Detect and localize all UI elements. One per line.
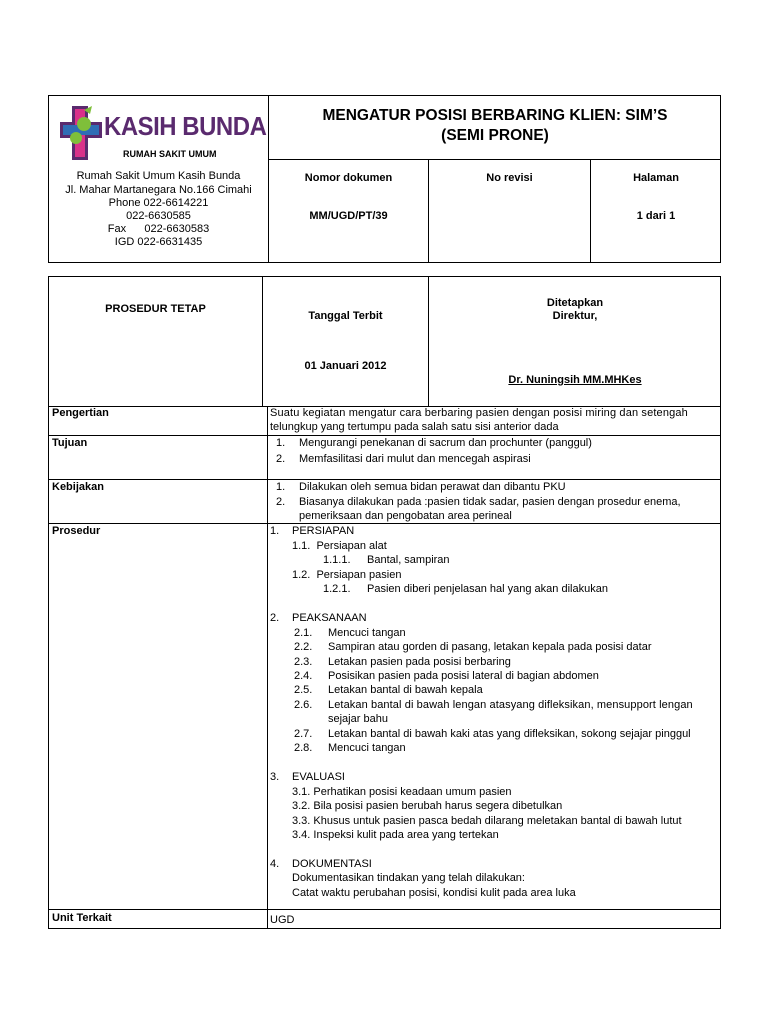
tujuan-num-1: 1. (276, 437, 286, 449)
evaluasi-title: EVALUASI (292, 771, 345, 783)
evaluasi-item-1: 3.1. Perhatikan posisi keadaan umum pasien (292, 786, 512, 798)
persiapan-pasien: 1.2. Persiapan pasien (292, 569, 402, 581)
pengertian-label: Pengertian (52, 407, 109, 419)
info-divider-1 (262, 276, 263, 406)
kebijakan-num-2: 2. (276, 496, 286, 508)
row-divider-prosedur (48, 909, 721, 910)
persiapan-title: PERSIAPAN (292, 525, 355, 537)
hospital-phone2: 022-6630585 (126, 210, 191, 222)
set-label: Ditetapkan (546, 297, 604, 309)
pelaksanaan-item-3: Letakan pasien pada posisi berbaring (328, 656, 511, 668)
pelaksanaan-num-3: 2.3. (294, 656, 313, 668)
director-name: Dr. Nuningsih MM.MHKes (508, 374, 642, 386)
cross-logo-icon (58, 104, 104, 164)
persiapan-alat-1: Bantal, sampiran (367, 554, 450, 566)
kebijakan-item-2-line2: pemeriksaan dan pengobatan area perineal (299, 510, 512, 522)
prosedur-label: Prosedur (52, 525, 101, 537)
page-label: Halaman (633, 172, 679, 184)
title-line2: (SEMI PRONE) (441, 127, 549, 144)
pelaksanaan-num-5: 2.5. (294, 684, 313, 696)
evaluasi-num: 3. (270, 771, 280, 783)
dokumentasi-line1: Dokumentasikan tindakan yang telah dilakukan: (292, 872, 525, 884)
pelaksanaan-num-6: 2.6. (294, 699, 313, 711)
hospital-igd: IGD 022-6631435 (114, 236, 203, 248)
pelaksanaan-item-4: Posisikan pasien pada posisi lateral di bagian abdomen (328, 670, 599, 682)
doc-number-value: MM/UGD/PT/39 (309, 210, 388, 222)
dokumentasi-line2: Catat waktu perubahan posisi, kondisi kulit pada area luka (292, 887, 576, 899)
unit-label: Unit Terkait (52, 912, 112, 924)
document-title (270, 106, 720, 146)
tujuan-item-1: Mengurangi penekanan di sacrum dan prochunter (panggul) (299, 437, 592, 449)
hospital-fax: Fax 022-6630583 (107, 223, 210, 235)
doc-number-label: Nomor dokumen (304, 172, 393, 184)
evaluasi-item-3: 3.3. Khusus untuk pasien pasca bedah dilarang meletakan bantal di bawah lutut (292, 815, 682, 827)
hospital-name: Rumah Sakit Umum Kasih Bunda (76, 170, 241, 182)
kebijakan-label: Kebijakan (52, 481, 104, 493)
page-value: 1 dari 1 (636, 210, 676, 222)
issue-date-value: 01 Januari 2012 (304, 360, 387, 372)
hospital-contact (49, 169, 268, 249)
header-divider-h (268, 159, 721, 160)
kebijakan-item-2-line1: Biasanya dilakukan pada :pasien tidak sadar, pasien dengan prosedur enema, (299, 496, 681, 508)
procedure-type: PROSEDUR TETAP (105, 303, 206, 315)
pelaksanaan-item-1: Mencuci tangan (328, 627, 406, 639)
pelaksanaan-item-7: Letakan bantal di bawah kaki atas yang difleksikan, sokong sejajar pinggul (328, 728, 691, 740)
pelaksanaan-item-5: Letakan bantal di bawah kepala (328, 684, 483, 696)
tujuan-num-2: 2. (276, 453, 286, 465)
logo-subtitle: RUMAH SAKIT UMUM (123, 149, 217, 159)
pengertian-line1: Suatu kegiatan mengatur cara berbaring pasien dengan posisi miring dan setengah (270, 407, 688, 419)
pengertian-line2: telungkup yang tertumpu pada salah satu sisi anterior dada (270, 421, 559, 433)
dokumentasi-num: 4. (270, 858, 280, 870)
logo-name: KASIH BUNDA (104, 111, 267, 141)
persiapan-num: 1. (270, 525, 280, 537)
pelaksanaan-num-8: 2.8. (294, 742, 313, 754)
pelaksanaan-item-6: Letakan bantal di bawah lengan atasyang difleksikan, mensupport lengan (328, 699, 693, 711)
title-line1: MENGATUR POSISI BERBARING KLIEN: SIM’S (322, 107, 668, 124)
pelaksanaan-num-7: 2.7. (294, 728, 313, 740)
pelaksanaan-item-8: Mencuci tangan (328, 742, 406, 754)
unit-value: UGD (270, 914, 295, 926)
pelaksanaan-item-2: Sampiran atau gorden di pasang, letakan kepala pada posisi datar (328, 641, 652, 653)
persiapan-alat: 1.1. Persiapan alat (292, 540, 387, 552)
tujuan-label: Tujuan (52, 437, 88, 449)
dokumentasi-title: DOKUMENTASI (292, 858, 372, 870)
persiapan-pasien-1-num: 1.2.1. (323, 583, 351, 595)
director-label: Direktur, (552, 310, 598, 322)
row-divider-kebijakan (48, 523, 721, 524)
hospital-phone: Phone 022-6614221 (108, 197, 209, 209)
pelaksanaan-num-1: 2.1. (294, 627, 313, 639)
pelaksanaan-num-2: 2.2. (294, 641, 313, 653)
hospital-address: Jl. Mahar Martanegara No.166 Cimahi (65, 184, 252, 196)
persiapan-alat-1-num: 1.1.1. (323, 554, 351, 566)
pelaksanaan-item-6-cont: sejajar bahu (328, 713, 388, 725)
revision-label: No revisi (486, 172, 533, 184)
kebijakan-item-1: Dilakukan oleh semua bidan perawat dan dibantu PKU (299, 481, 566, 493)
evaluasi-item-4: 3.4. Inspeksi kulit pada area yang tertekan (292, 829, 499, 841)
issue-date-label: Tanggal Terbit (308, 310, 383, 322)
kebijakan-num-1: 1. (276, 481, 286, 493)
evaluasi-item-2: 3.2. Bila posisi pasien berubah harus segera dibetulkan (292, 800, 563, 812)
persiapan-pasien-1: Pasien diberi penjelasan hal yang akan dilakukan (367, 583, 608, 595)
label-column-divider (267, 406, 268, 929)
pelaksanaan-num-4: 2.4. (294, 670, 313, 682)
pelaksanaan-title: PEAKSANAAN (292, 612, 367, 624)
tujuan-item-2: Memfasilitasi dari mulut dan mencegah aspirasi (299, 453, 531, 465)
pelaksanaan-num: 2. (270, 612, 280, 624)
